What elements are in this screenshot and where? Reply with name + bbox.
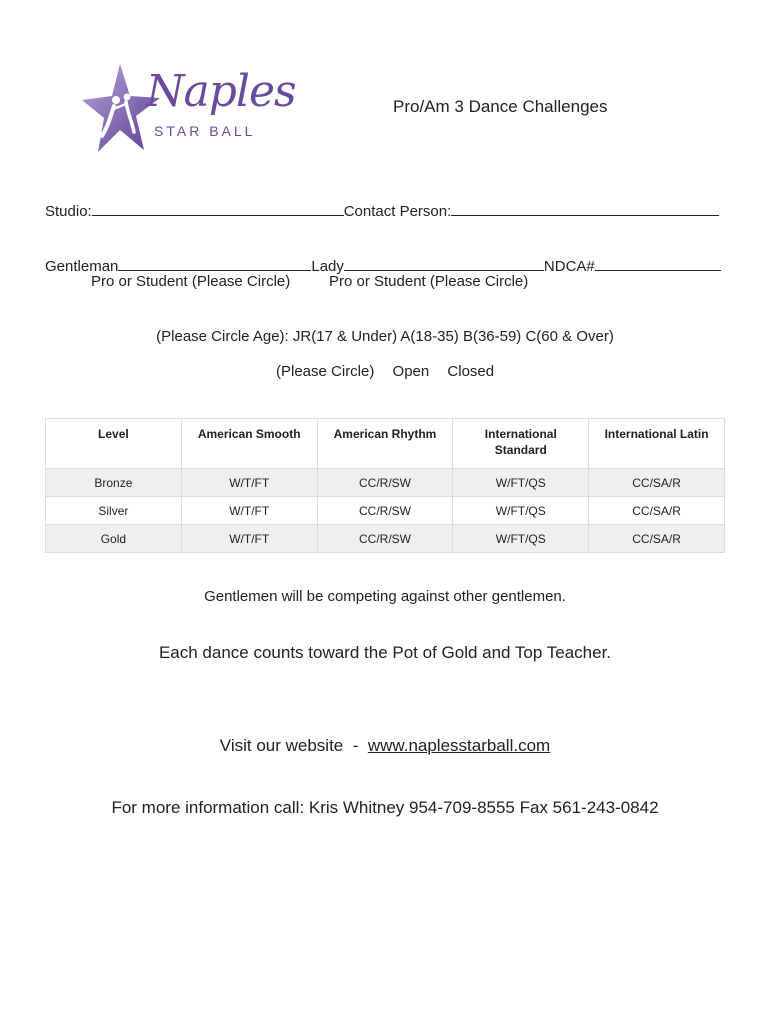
gentleman-field[interactable] <box>118 256 311 271</box>
table-cell: CC/R/SW <box>317 525 453 553</box>
studio-contact-row <box>45 201 719 221</box>
lady-field[interactable] <box>344 256 544 271</box>
contact-person-field[interactable] <box>451 201 719 216</box>
gentlemen-note: Gentlemen will be competing against other gentlemen. <box>204 588 566 605</box>
table-cell: CC/R/SW <box>317 469 453 497</box>
contact-info-line: For more information call: Kris Whitney 954-709-8555 Fax 561-243-0842 <box>111 798 659 817</box>
studio-field[interactable] <box>92 201 344 216</box>
age-circle-line: (Please Circle Age): JR(17 & Under) A(18-35) B(36-59) C(60 & Over) <box>156 328 614 345</box>
table-cell: Bronze <box>46 469 182 497</box>
gentleman-label: Gentleman <box>45 258 119 275</box>
table-cell: Gold <box>46 525 182 553</box>
page-title: Pro/Am 3 Dance Challenges <box>393 97 608 116</box>
table-row <box>46 497 725 525</box>
table-cell: W/FT/QS <box>453 525 589 553</box>
contact-person-label: Contact Person: <box>343 203 452 220</box>
logo-starball-text: STAR BALL <box>154 123 256 139</box>
table-row <box>46 525 725 553</box>
naples-star-ball-logo <box>80 60 296 160</box>
header-level: Level <box>46 419 182 469</box>
closed-option[interactable]: Closed <box>447 363 495 380</box>
ndca-field[interactable] <box>595 256 721 271</box>
header-american-rhythm: American Rhythm <box>317 419 453 469</box>
studio-label: Studio: <box>45 203 92 220</box>
pot-of-gold-note: Each dance counts toward the Pot of Gold and Top Teacher. <box>158 643 612 662</box>
table-row <box>46 469 725 497</box>
table-cell: W/T/FT <box>181 469 317 497</box>
open-closed-row <box>276 363 494 381</box>
table-cell: CC/R/SW <box>317 497 453 525</box>
website-line <box>0 736 770 756</box>
table-cell: Silver <box>46 497 182 525</box>
website-prefix: Visit our website - <box>219 736 368 755</box>
logo-naples-text: Naples <box>146 66 296 117</box>
table-cell: CC/SA/R <box>589 525 725 553</box>
header-international-standard: International Standard <box>453 419 589 469</box>
open-option[interactable]: Open <box>392 363 430 380</box>
header-international-latin: International Latin <box>589 419 725 469</box>
table-cell: W/T/FT <box>181 497 317 525</box>
table-cell: W/FT/QS <box>453 497 589 525</box>
table-header-row <box>46 419 725 469</box>
table-cell: CC/SA/R <box>589 469 725 497</box>
table-cell: CC/SA/R <box>589 497 725 525</box>
ndca-label: NDCA# <box>543 258 595 275</box>
lady-label: Lady <box>311 258 344 275</box>
table-cell: W/T/FT <box>181 525 317 553</box>
table-cell: W/FT/QS <box>453 469 589 497</box>
gentleman-pro-student: Pro or Student (Please Circle) <box>91 273 291 290</box>
please-circle-label: (Please Circle) <box>276 363 375 380</box>
lady-pro-student: Pro or Student (Please Circle) <box>329 273 529 290</box>
website-link[interactable]: www.naplesstarball.com <box>367 736 551 755</box>
dance-levels-table <box>45 418 725 553</box>
header-american-smooth: American Smooth <box>181 419 317 469</box>
